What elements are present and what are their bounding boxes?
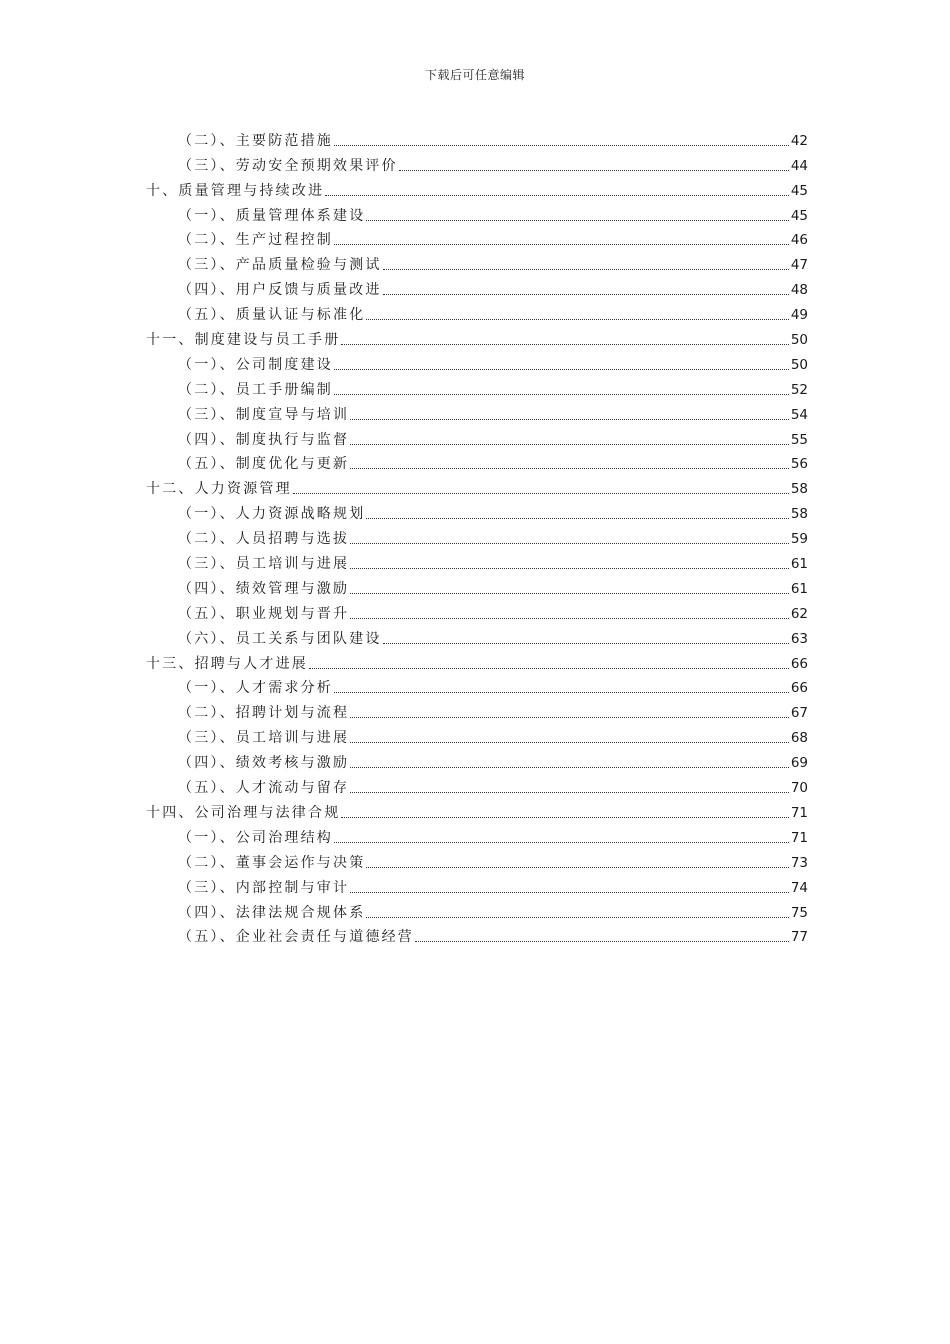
toc-section-entry[interactable] [146, 274, 808, 299]
toc-entry-title: （二）、主要防范措施 [178, 132, 333, 149]
toc-page-number: 70 [790, 780, 808, 797]
toc-page-number: 46 [790, 232, 808, 249]
toc-page-number: 67 [790, 705, 808, 722]
toc-dot-leader [350, 892, 789, 893]
toc-entry-title: （五）、质量认证与标准化 [178, 307, 366, 324]
toc-page-number: 47 [790, 257, 808, 274]
toc-entry-title: （二）、员工手册编制 [178, 381, 333, 398]
toc-page-number: 66 [790, 680, 808, 697]
toc-page-number: 62 [790, 605, 808, 622]
toc-dot-leader [334, 692, 789, 693]
toc-section-entry[interactable] [146, 897, 808, 922]
toc-dot-leader [366, 917, 788, 918]
toc-page-number: 44 [790, 157, 808, 174]
toc-page-number: 69 [790, 755, 808, 772]
toc-dot-leader [309, 668, 789, 669]
toc-chapter-entry[interactable] [146, 648, 808, 673]
toc-page-number: 45 [790, 207, 808, 224]
toc-entry-title: （三）、劳动安全预期效果评价 [178, 157, 398, 174]
toc-dot-leader [366, 867, 788, 868]
toc-section-entry[interactable] [146, 449, 808, 474]
toc-page-number: 63 [790, 630, 808, 647]
toc-dot-leader [350, 792, 789, 793]
table-of-contents [146, 125, 808, 946]
toc-entry-title: （五）、职业规划与晋升 [178, 605, 350, 622]
toc-page-number: 54 [790, 406, 808, 423]
toc-page-number: 71 [790, 804, 808, 821]
toc-dot-leader [293, 493, 789, 494]
toc-dot-leader [350, 717, 789, 718]
toc-section-entry[interactable] [146, 200, 808, 225]
toc-page-number: 66 [790, 655, 808, 672]
toc-dot-leader [350, 543, 789, 544]
toc-section-entry[interactable] [146, 125, 808, 150]
toc-section-entry[interactable] [146, 399, 808, 424]
toc-section-entry[interactable] [146, 150, 808, 175]
toc-page-number: 61 [790, 556, 808, 573]
toc-section-entry[interactable] [146, 523, 808, 548]
toc-entry-title: （三）、制度宣导与培训 [178, 406, 350, 423]
toc-page-number: 42 [790, 132, 808, 149]
toc-entry-title: （五）、制度优化与更新 [178, 456, 350, 473]
toc-page-number: 49 [790, 307, 808, 324]
toc-entry-title: 十四、公司治理与法律合规 [146, 804, 341, 821]
toc-entry-title: （一）、人才需求分析 [178, 680, 333, 697]
toc-entry-title: （二）、董事会运作与决策 [178, 854, 366, 871]
toc-entry-title: （四）、用户反馈与质量改进 [178, 282, 382, 299]
toc-entry-title: （二）、人员招聘与选拔 [178, 531, 350, 548]
toc-dot-leader [334, 369, 789, 370]
toc-entry-title: 十、质量管理与持续改进 [146, 182, 325, 199]
toc-page-number: 55 [790, 431, 808, 448]
toc-page-number: 77 [790, 929, 808, 946]
toc-page-number: 50 [790, 356, 808, 373]
toc-dot-leader [366, 319, 788, 320]
toc-section-entry[interactable] [146, 872, 808, 897]
toc-section-entry[interactable] [146, 722, 808, 747]
toc-dot-leader [325, 195, 789, 196]
toc-dot-leader [350, 468, 789, 469]
toc-dot-leader [383, 643, 789, 644]
toc-page-number: 45 [790, 182, 808, 199]
toc-dot-leader [334, 145, 789, 146]
toc-page-number: 52 [790, 381, 808, 398]
toc-section-entry[interactable] [146, 299, 808, 324]
toc-dot-leader [350, 742, 789, 743]
toc-page-number: 56 [790, 456, 808, 473]
toc-section-entry[interactable] [146, 673, 808, 698]
toc-section-entry[interactable] [146, 922, 808, 947]
toc-section-entry[interactable] [146, 847, 808, 872]
toc-section-entry[interactable] [146, 548, 808, 573]
toc-dot-leader [334, 842, 789, 843]
toc-page-number: 58 [790, 506, 808, 523]
toc-dot-leader [383, 294, 789, 295]
toc-section-entry[interactable] [146, 747, 808, 772]
toc-dot-leader [334, 244, 789, 245]
toc-entry-title: （五）、企业社会责任与道德经营 [178, 929, 414, 946]
toc-entry-title: 十一、制度建设与员工手册 [146, 332, 341, 349]
toc-entry-title: （三）、产品质量检验与测试 [178, 257, 382, 274]
toc-section-entry[interactable] [146, 598, 808, 623]
toc-page-number: 73 [790, 854, 808, 871]
toc-page-number: 48 [790, 282, 808, 299]
toc-entry-title: （四）、绩效考核与激励 [178, 755, 350, 772]
toc-dot-leader [350, 568, 789, 569]
toc-dot-leader [383, 269, 789, 270]
toc-section-entry[interactable] [146, 424, 808, 449]
toc-chapter-entry[interactable] [146, 797, 808, 822]
toc-entry-title: （三）、员工培训与进展 [178, 556, 350, 573]
toc-entry-title: （二）、生产过程控制 [178, 232, 333, 249]
toc-entry-title: （四）、制度执行与监督 [178, 431, 350, 448]
toc-section-entry[interactable] [146, 822, 808, 847]
toc-section-entry[interactable] [146, 697, 808, 722]
toc-chapter-entry[interactable] [146, 175, 808, 200]
toc-entry-title: （四）、法律法规合规体系 [178, 904, 366, 921]
toc-entry-title: （二）、招聘计划与流程 [178, 705, 350, 722]
toc-entry-title: （四）、绩效管理与激励 [178, 580, 350, 597]
toc-section-entry[interactable] [146, 623, 808, 648]
toc-entry-title: （一）、人力资源战略规划 [178, 506, 366, 523]
toc-entry-title: （一）、质量管理体系建设 [178, 207, 366, 224]
toc-page-number: 68 [790, 730, 808, 747]
toc-entry-title: （三）、内部控制与审计 [178, 879, 350, 896]
toc-page-number: 71 [790, 829, 808, 846]
toc-entry-title: （六）、员工关系与团队建设 [178, 630, 382, 647]
toc-entry-title: 十三、招聘与人才进展 [146, 655, 308, 672]
page-header: 下载后可任意编辑 [424, 68, 525, 82]
toc-page-number: 75 [790, 904, 808, 921]
toc-entry-title: （一）、公司治理结构 [178, 829, 333, 846]
toc-entry-title: 十二、人力资源管理 [146, 481, 292, 498]
toc-section-entry[interactable] [146, 374, 808, 399]
toc-section-entry[interactable] [146, 573, 808, 598]
toc-dot-leader [366, 220, 788, 221]
toc-page-number: 59 [790, 531, 808, 548]
toc-chapter-entry[interactable] [146, 473, 808, 498]
toc-dot-leader [399, 170, 789, 171]
toc-dot-leader [341, 817, 788, 818]
toc-page-number: 61 [790, 580, 808, 597]
toc-dot-leader [350, 593, 789, 594]
toc-dot-leader [366, 518, 788, 519]
toc-section-entry[interactable] [146, 225, 808, 250]
toc-section-entry[interactable] [146, 349, 808, 374]
toc-page-number: 74 [790, 879, 808, 896]
toc-dot-leader [415, 941, 789, 942]
toc-entry-title: （一）、公司制度建设 [178, 356, 333, 373]
toc-section-entry[interactable] [146, 249, 808, 274]
toc-chapter-entry[interactable] [146, 324, 808, 349]
toc-entry-title: （五）、人才流动与留存 [178, 780, 350, 797]
toc-page-number: 50 [790, 332, 808, 349]
toc-dot-leader [350, 618, 789, 619]
toc-dot-leader [350, 767, 789, 768]
toc-dot-leader [350, 419, 789, 420]
toc-section-entry[interactable] [146, 498, 808, 523]
toc-dot-leader [350, 444, 789, 445]
toc-dot-leader [341, 344, 788, 345]
toc-section-entry[interactable] [146, 772, 808, 797]
toc-dot-leader [334, 394, 789, 395]
toc-page-number: 58 [790, 481, 808, 498]
toc-entry-title: （三）、员工培训与进展 [178, 730, 350, 747]
